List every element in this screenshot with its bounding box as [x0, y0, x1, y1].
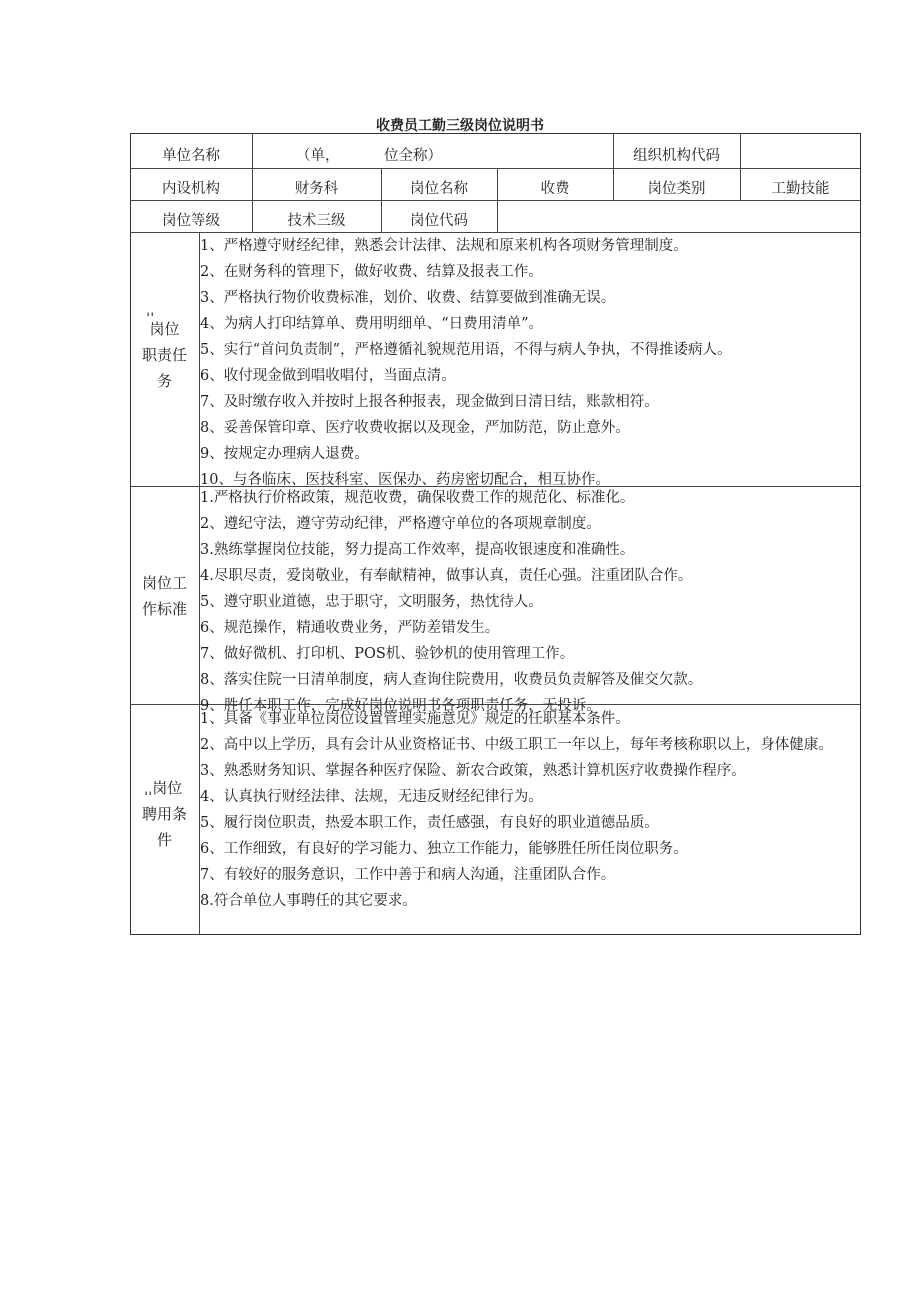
list-item: 3、熟悉财务知识、掌握各种医疗保险、新农合政策，熟悉计算机医疗收费操作程序。: [200, 763, 746, 779]
grade-value: 技术三级: [287, 213, 346, 229]
list-item: 3、严格执行物价收费标准，划价、收费、结算要做到准确无误。: [200, 290, 616, 306]
label-line: 件: [156, 831, 172, 849]
list-item: 7、有较好的服务意识，工作中善于和病人沟通，注重团队合作。: [200, 867, 616, 883]
post-code-label: 岗位代码: [410, 213, 468, 229]
list-item: 9、胜任本职工作，完成好岗位说明书各项职责任务，无投诉。: [200, 698, 601, 714]
list-item: 9、按规定办理病人退费。: [200, 446, 369, 462]
standards-list: [200, 485, 860, 714]
post-type-label: 岗位类别: [647, 181, 706, 197]
list-item: 1、具备《事业单位岗位设置管理实施意见》规定的任职基本条件。: [200, 711, 630, 727]
requirements-label: [130, 775, 199, 853]
label-line: 岗位工: [141, 574, 187, 592]
list-item: 5、实行“首问负责制”，严格遵循礼貌规范用语，不得与病人争执，不得推诿病人。: [200, 342, 732, 358]
list-item: 1、严格遵守财经纪律，熟悉会计法律、法规和原来机构各项财务管理制度。: [200, 238, 688, 254]
list-item: 2、高中以上学历，具有会计从业资格证书、中级工职工一年以上，每年考核称职以上，身体健康。: [200, 737, 833, 753]
label-line: 职责任: [141, 346, 187, 364]
post-name-value: 收费: [540, 181, 570, 197]
requirements-list: [200, 706, 860, 934]
list-item: 6、规范操作，精通收费业务，严防差错发生。: [200, 620, 500, 636]
list-item: 8.符合单位人事聘任的其它要求。: [200, 893, 417, 909]
list-item: 2、遵纪守法，遵守劳动纪律，严格遵守单位的各项规章制度。: [200, 516, 601, 532]
unit-name-label: 单位名称: [162, 148, 220, 164]
list-item: 7、及时缴存收入并按时上报各种报表，现金做到日清日结，账款相符。: [200, 394, 659, 410]
label-line: 务: [156, 372, 172, 390]
label-mark: ˌˌ: [146, 300, 155, 318]
post-type-value: 工勤技能: [771, 181, 830, 197]
dept-value: 财务科: [294, 181, 339, 197]
list-item: 3.熟练掌握岗位技能，努力提高工作效率，提高收银速度和准确性。: [200, 542, 635, 558]
list-item: 7、做好微机、打印机、POS机、验钞机的使用管理工作。: [200, 646, 575, 662]
list-item: 5、履行岗位职责，热爱本职工作，责任感强，有良好的职业道德品质。: [200, 815, 659, 831]
list-item: 8、落实住院一日清单制度，病人查询住院费用，收费员负责解答及催交欠款。: [200, 672, 703, 688]
post-name-label: 岗位名称: [410, 181, 468, 197]
unit-name-value-a: （单，: [296, 148, 340, 164]
org-code-label: 组织机构代码: [633, 148, 720, 164]
standards-label: [130, 570, 199, 622]
duties-list: [200, 233, 860, 486]
list-item: 8、妥善保管印章、医疗收费收据以及现金，严加防范，防止意外。: [200, 420, 630, 436]
grade-label: 岗位等级: [162, 213, 220, 229]
list-item: 1.严格执行价格政策，规范收费，确保收费工作的规范化、标准化。: [200, 490, 635, 506]
list-item: 6、收付现金做到唱收唱付，当面点清。: [200, 368, 456, 384]
list-item: 2、在财务科的管理下，做好收费、结算及报表工作。: [200, 264, 543, 280]
list-item: 4.尽职尽责，爱岗敬业，有奉献精神，做事认真，责任心强。注重团队合作。: [200, 568, 693, 584]
duties-label: [130, 302, 199, 394]
list-item: 4、为病人打印结算单、费用明细单、“日费用清单”。: [200, 316, 544, 332]
label-line: 作标准: [141, 600, 187, 618]
row-divider-2: [130, 200, 861, 201]
label-line: 聘用条: [141, 805, 187, 823]
document-title: 收费员工勤三级岗位说明书: [376, 118, 544, 134]
list-item: 4、认真执行财经法律、法规，无违反财经纪律行为。: [200, 789, 543, 805]
list-item: 5、遵守职业道德，忠于职守，文明服务，热忱待人。: [200, 594, 543, 610]
dept-label: 内设机构: [162, 181, 220, 197]
list-item: 10、与各临床、医技科室、医保办、药房密切配合，相互协作。: [200, 472, 610, 488]
row-divider-1: [130, 168, 861, 169]
col-divider: [497, 168, 498, 232]
list-item: 6、工作细致，有良好的学习能力、独立工作能力，能够胜任所任岗位职务。: [200, 841, 688, 857]
label-line: 岗位: [149, 320, 180, 338]
label-line: ˌˌ岗位: [144, 779, 183, 797]
unit-name-value-b: 位全称）: [384, 148, 442, 164]
